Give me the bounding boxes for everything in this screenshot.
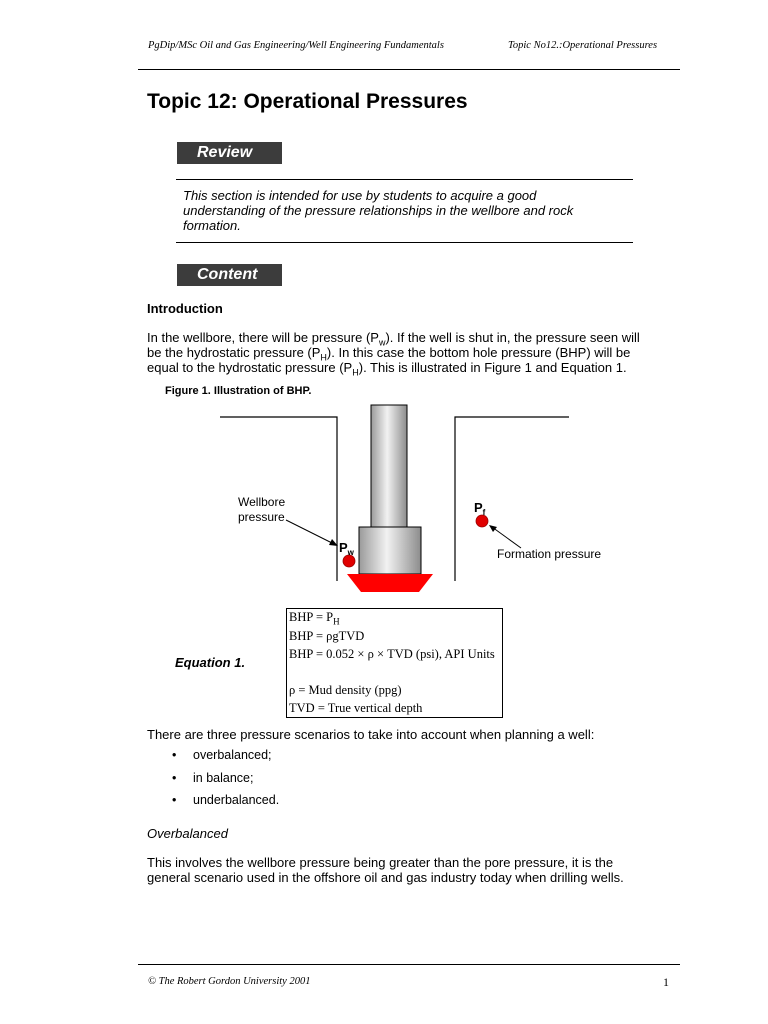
figure-caption: Figure 1. Illustration of BHP.	[165, 385, 312, 397]
drill-bit	[347, 574, 433, 592]
footer-rule	[138, 964, 680, 965]
list-item: • underbalanced.	[172, 793, 280, 807]
drill-collar	[359, 527, 421, 574]
footer-copyright: © The Robert Gordon University 2001	[148, 976, 311, 987]
equation-box	[286, 608, 503, 718]
wellbore-label-2: pressure	[238, 510, 285, 524]
page-title: Topic 12: Operational Pressures	[147, 90, 468, 113]
scenarios-intro: There are three pressure scenarios to take into account when planning a well:	[147, 727, 595, 742]
equation-line-5: TVD = True vertical depth	[289, 701, 423, 715]
content-label: Content	[177, 264, 282, 286]
list-item: • overbalanced;	[172, 748, 272, 762]
page-number: 1	[663, 975, 669, 989]
list-item: • in balance;	[172, 770, 254, 785]
equation-line-3: BHP = 0.052 × ρ × TVD (psi), API Units	[289, 647, 495, 661]
drill-pipe	[371, 405, 407, 527]
pf-label: $P_f$	[474, 500, 486, 517]
review-label: Review	[177, 142, 282, 164]
equation-line-4: ρ = Mud density (ppg)	[289, 683, 402, 697]
formation-label: Formation pressure	[497, 547, 602, 561]
formation-arrowhead	[489, 525, 497, 532]
equation-line-2: BHP = ρgTVD	[289, 629, 365, 643]
equation-line-1: BHP = $P_H$	[289, 610, 340, 627]
overbalanced-heading: Overbalanced	[147, 826, 228, 841]
overbalanced-line-1: This involves the wellbore pressure being greater than the pore pressure, it is the	[147, 855, 614, 870]
intro-line-2: be the hydrostatic pressure $(P_H)$. In this case the bottom hole pressure (BHP) will be	[147, 345, 631, 363]
introduction-heading: Introduction	[147, 301, 223, 316]
overbalanced-line-2: general scenario used in the offshore oil and gas industry today when drilling wells.	[147, 870, 624, 885]
pw-label: $P_w$	[339, 540, 354, 557]
review-text: This section is intended for use by students to acquire a good understanding of the pressure relationships in the wellbore and rock formation.	[183, 188, 574, 233]
equation-label: Equation 1.	[175, 655, 246, 670]
wellbore-arrow	[286, 520, 334, 544]
intro-line-3: equal to the hydrostatic pressure $(P_H)$. This is illustrated in Figure 1 and Equation 1.	[147, 360, 627, 378]
scenario-list	[172, 748, 279, 816]
formation-arrow	[492, 527, 521, 548]
wellbore-label-1: Wellbore	[238, 495, 286, 509]
header-course: PgDip/MSc Oil and Gas Engineering/Well Engineering Fundamentals	[148, 40, 444, 51]
header-topic: Topic No12.:Operational Pressures	[508, 40, 658, 51]
intro-line-1: In the wellbore, there will be pressure $(P_w)$. If the well is shut in, the pressure seen will	[147, 330, 640, 348]
